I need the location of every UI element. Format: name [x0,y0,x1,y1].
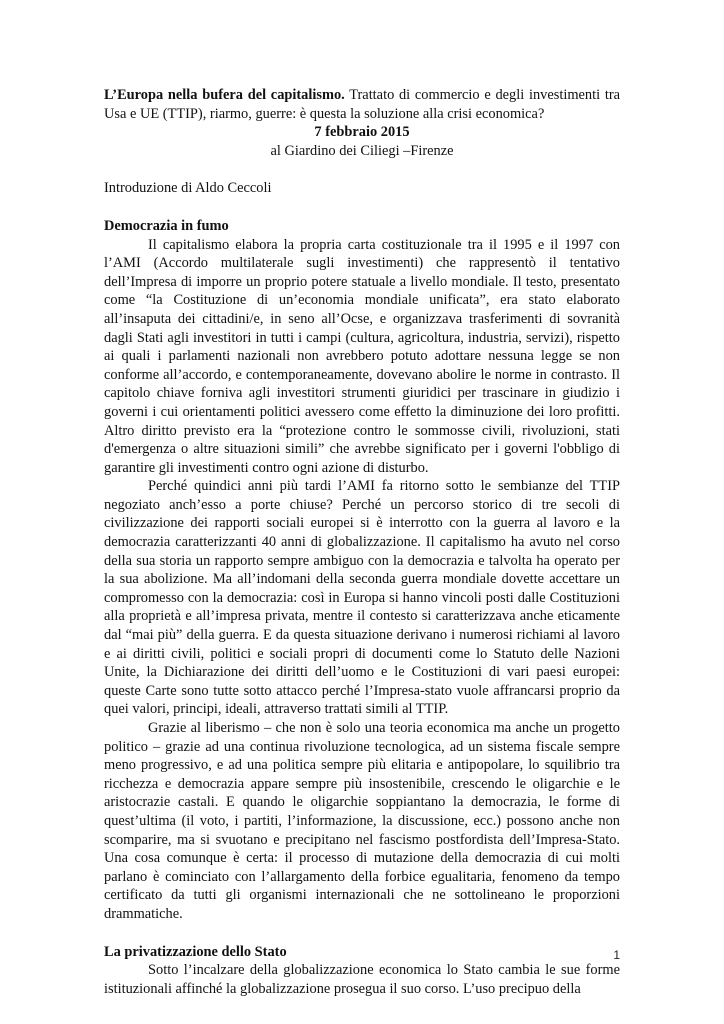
title-line-2: Usa e UE (TTIP), riarmo, guerre: è questa la soluzione alla crisi economica? [104,105,545,122]
section-title: Democrazia in fumo [104,217,229,234]
event-date: 7 febbraio 2015 [314,124,410,141]
document-header [104,86,620,160]
document-body [104,86,620,998]
event-venue: al Giardino dei Ciliegi –Firenze [270,142,454,159]
section-democrazia [104,217,620,924]
intro-line: Introduzione di Aldo Ceccoli [104,180,272,197]
title-bold: L’Europa nella bufera del capitalismo. [104,87,345,103]
paragraph: Sotto l’incalzare della globalizzazione economica lo Stato cambia le sue forme istituzionali affinché la globalizzazione prosegua il suo corso. L’uso precipuo della [104,962,620,997]
title-rest-1: Trattato di commercio e degli investimenti tra [344,87,620,103]
paragraph: Grazie al liberismo – che non è solo una teoria economica ma anche un progetto politico – grazie ad una continua rivoluzione tecnologica, ad un sistema fiscale sempre meno progressivo, e ad una politica sempre più elitaria e antipopolare, lo squilibrio tra ricchezza e democrazia appare sempre più insostenibile, crescendo le oligarchie e le aristocrazie castali. E quando le oligarchie soppiantano la democrazia, le forme di quest’ultima (il voto, i partiti, l’informazione, la discussione, ecc.) possono anche non scomparire, ma si svuotano e precipitano nel fascismo postfordista dell’Impresa-Stato. Una cosa comunque è certa: il processo di mutazione della democrazia di cui molti parlano è cominciato con l’allargamento della forbice egualitaria, fenomeno da tempo certificato da tutti gli organismi internazionali che ne sottolineano le proporzioni drammatiche. [104,720,620,922]
section-title: La privatizzazione dello Stato [104,943,287,960]
page-number: 1 [613,948,620,962]
section-privatizzazione [104,943,620,999]
paragraph: Perché quindici anni più tardi l’AMI fa ritorno sotto le sembianze del TTIP negoziato anch’esso a porte chiuse? Perché un percorso storico di tre secoli di civilizzazione dei rapporti sociali europei si è interrotto con la guerra al lavoro e la democrazia caratterizzanti 40 anni di globalizzazione. Il capitalismo ha avuto nel corso della sua storia un rapporto sempre ambiguo con la democrazia e talvolta ha operato per la sua abolizione. Ma all’indomani della seconda guerra mondiale dovette accettare un compromesso con la democrazia: così in Europa si hanno vincoli posti dalle Costituzioni alla proprietà e all’impresa privata, mentre il contesto si caratterizzava anche eticamente dal “mai più” della guerra. E da questa situazione derivano i numerosi richiami al lavoro e ai diritti civili, politici e sociali propri di documenti come lo Statuto delle Nazioni Unite, la Dichiarazione dei diritti dell’uomo e le Costituzioni di vari paesi europei: queste Carte sono tutte sotto attacco perché l’Impresa-stato vuole affrancarsi proprio da quei valori, principi, ideali, attraverso trattati simili al TTIP. [104,478,620,718]
paragraph: Il capitalismo elabora la propria carta costituzionale tra il 1995 e il 1997 con l’AMI (Accordo multilaterale sugli investimenti) che rappresentò il tentativo dell’Impresa di imporre un proprio potere statuale a livello mondiale. Il testo, presentato come “la Costituzione di un’economia mondiale unificata”, era stato elaborato all’insaputa dei cittadini/e, in seno all’Ocse, e organizzava trasferimenti di sovranità dagli Stati agli investitori in tutti i campi (cultura, agricoltura, industria, servizi), rispetto ai quali i parlamenti nazionali non avrebbero potuto adottare nessuna legge se non conforme all’accordo, e contemporaneamente, dovevano abolire le norme in contrasto. Il capitolo chiave forniva agli investitori strumenti giuridici per trascinare in giudizio i governi i cui orientamenti politici avessero come effetto la diminuzione dei loro profitti. Altro diritto previsto era la “protezione contro le sommosse civili, rivoluzioni, stati d'emergenza o altre situazioni simili” che avrebbe significato per i governi l'obbligo di garantire gli investimenti contro ogni azione di disturbo. [104,236,620,476]
title-line-1 [104,86,620,105]
